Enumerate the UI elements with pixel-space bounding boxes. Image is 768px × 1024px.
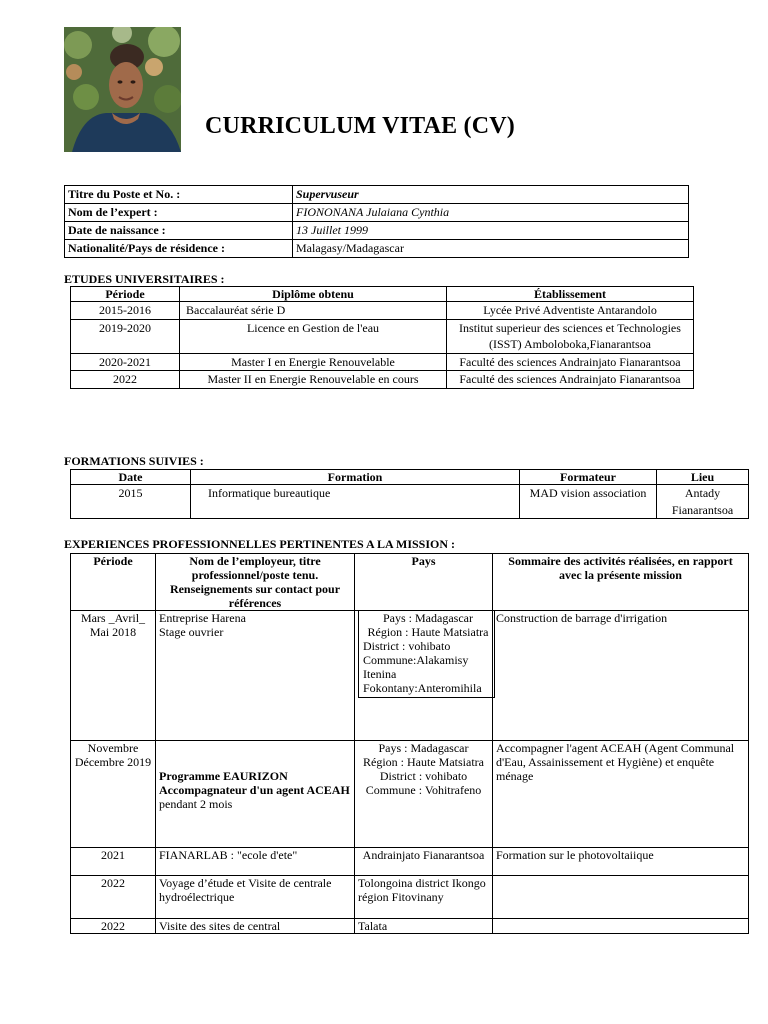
table-row <box>71 741 749 848</box>
info-value: Supervuseur <box>293 186 689 204</box>
country-cell <box>355 611 493 741</box>
country-line: Pays : Madagascar <box>383 611 473 625</box>
document-title: CURRICULUM VITAE (CV) <box>205 113 515 139</box>
profile-photo <box>64 27 181 152</box>
institution-cell: Institut superieur des sciences et Technologies (ISST) Amboloboka,Fianarantsoa <box>447 319 694 353</box>
table-row <box>71 485 749 519</box>
expert-info-table <box>64 185 689 258</box>
country-details <box>358 611 495 698</box>
experiences-table <box>70 553 749 934</box>
column-header: Sommaire des activités réalisées, en rapport avec la présente mission <box>493 554 749 611</box>
period-cell: Mars _Avril_ Mai 2018 <box>71 611 156 741</box>
summary-cell: Accompagner l'agent ACEAH (Agent Communal d'Eau, Assainissement et Hygiène) et enquête ménage <box>493 741 749 848</box>
institution-cell: Faculté des sciences Andrainjato Fianarantsoa <box>447 353 694 371</box>
employer-name: Entreprise Harena <box>159 611 246 625</box>
district-line: District : vohibato <box>363 639 451 653</box>
etudes-table <box>70 286 694 389</box>
period-cell: 2022 <box>71 919 156 934</box>
period-cell: 2020-2021 <box>71 353 180 371</box>
summary-cell: Construction de barrage d'irrigation <box>493 611 749 741</box>
country-line: Pays : Madagascar <box>378 741 469 755</box>
table-row <box>71 611 749 741</box>
info-value: 13 Juillet 1999 <box>293 222 689 240</box>
institution-cell: Faculté des sciences Andrainjato Fianarantsoa <box>447 371 694 389</box>
column-header: Période <box>71 554 156 611</box>
summary-cell <box>493 876 749 919</box>
country-cell: Tolongoina district Ikongo région Fitovinany <box>355 876 493 919</box>
info-value: FIONONANA Julaiana Cynthia <box>293 204 689 222</box>
column-header: Établissement <box>447 287 694 302</box>
district-line: District : vohibato <box>379 769 468 783</box>
fokontany-line: Fokontany:Anteromihila <box>363 681 482 695</box>
country-cell: Andrainjato Fianarantsoa <box>355 848 493 876</box>
summary-cell <box>493 919 749 934</box>
column-header: Formation <box>191 470 520 485</box>
location-cell: Antady Fianarantsoa <box>657 485 749 519</box>
table-row <box>65 186 689 204</box>
period-cell: 2021 <box>71 848 156 876</box>
column-header: Date <box>71 470 191 485</box>
column-header: Nom de l’employeur, titre professionnel/poste tenu. Renseignements sur contact pour références <box>156 554 355 611</box>
employer-name: Programme EAURIZON Accompagnateur d'un agent ACEAH <box>159 769 350 797</box>
employer-role: pendant 2 mois <box>159 797 233 811</box>
region-line: Région : Haute Matsiatra <box>367 625 489 639</box>
employer-cell <box>156 741 355 848</box>
date-cell: 2015 <box>71 485 191 519</box>
employer-cell: FIANARLAB : "ecole d'ete" <box>156 848 355 876</box>
column-header: Période <box>71 287 180 302</box>
column-header: Formateur <box>520 470 657 485</box>
summary-cell: Formation sur le photovoltaiique <box>493 848 749 876</box>
diploma-cell: Master II en Energie Renouvelable en cours <box>180 371 447 389</box>
table-row <box>65 204 689 222</box>
info-label: Nom de l’expert : <box>65 204 293 222</box>
table-row <box>71 353 694 371</box>
column-header: Pays <box>355 554 493 611</box>
column-header: Diplôme obtenu <box>180 287 447 302</box>
institution-cell: Lycée Privé Adventiste Antarandolo <box>447 302 694 320</box>
table-header-row <box>71 287 694 302</box>
table-row <box>71 919 749 934</box>
info-label: Nationalité/Pays de résidence : <box>65 240 293 258</box>
commune-line: Commune : Vohitrafeno <box>365 783 482 797</box>
period-cell: 2019-2020 <box>71 319 180 353</box>
table-header-row <box>71 470 749 485</box>
table-row <box>71 876 749 919</box>
section-heading-formations: FORMATIONS SUIVIES : <box>64 454 204 468</box>
section-heading-etudes: ETUDES UNIVERSITAIRES : <box>64 272 225 286</box>
employer-cell <box>156 611 355 741</box>
table-row <box>71 319 694 353</box>
diploma-cell: Baccalauréat série D <box>180 302 447 320</box>
trainer-cell: MAD vision association <box>520 485 657 519</box>
region-line: Région : Haute Matsiatra <box>363 755 484 769</box>
column-header: Lieu <box>657 470 749 485</box>
formation-cell: Informatique bureautique <box>191 485 520 519</box>
employer-cell: Voyage d’étude et Visite de centrale hydroélectrique <box>156 876 355 919</box>
table-row <box>65 222 689 240</box>
info-label: Date de naissance : <box>65 222 293 240</box>
period-cell: 2015-2016 <box>71 302 180 320</box>
table-row <box>71 302 694 320</box>
diploma-cell: Master I en Energie Renouvelable <box>180 353 447 371</box>
period-cell: Novembre Décembre 2019 <box>71 741 156 848</box>
table-row <box>71 371 694 389</box>
table-header-row <box>71 554 749 611</box>
table-row <box>71 848 749 876</box>
country-cell <box>355 741 493 848</box>
country-cell: Talata <box>355 919 493 934</box>
section-heading-experiences: EXPERIENCES PROFESSIONNELLES PERTINENTES A LA MISSION : <box>64 537 456 551</box>
commune-line: Commune:Alakamisy Itenina <box>363 653 469 681</box>
period-cell: 2022 <box>71 876 156 919</box>
formations-table <box>70 469 749 519</box>
employer-cell: Visite des sites de central <box>156 919 355 934</box>
info-value: Malagasy/Madagascar <box>293 240 689 258</box>
table-row <box>65 240 689 258</box>
period-cell: 2022 <box>71 371 180 389</box>
info-label: Titre du Poste et No. : <box>65 186 293 204</box>
diploma-cell: Licence en Gestion de l'eau <box>180 319 447 353</box>
employer-role: Stage ouvrier <box>159 625 224 639</box>
